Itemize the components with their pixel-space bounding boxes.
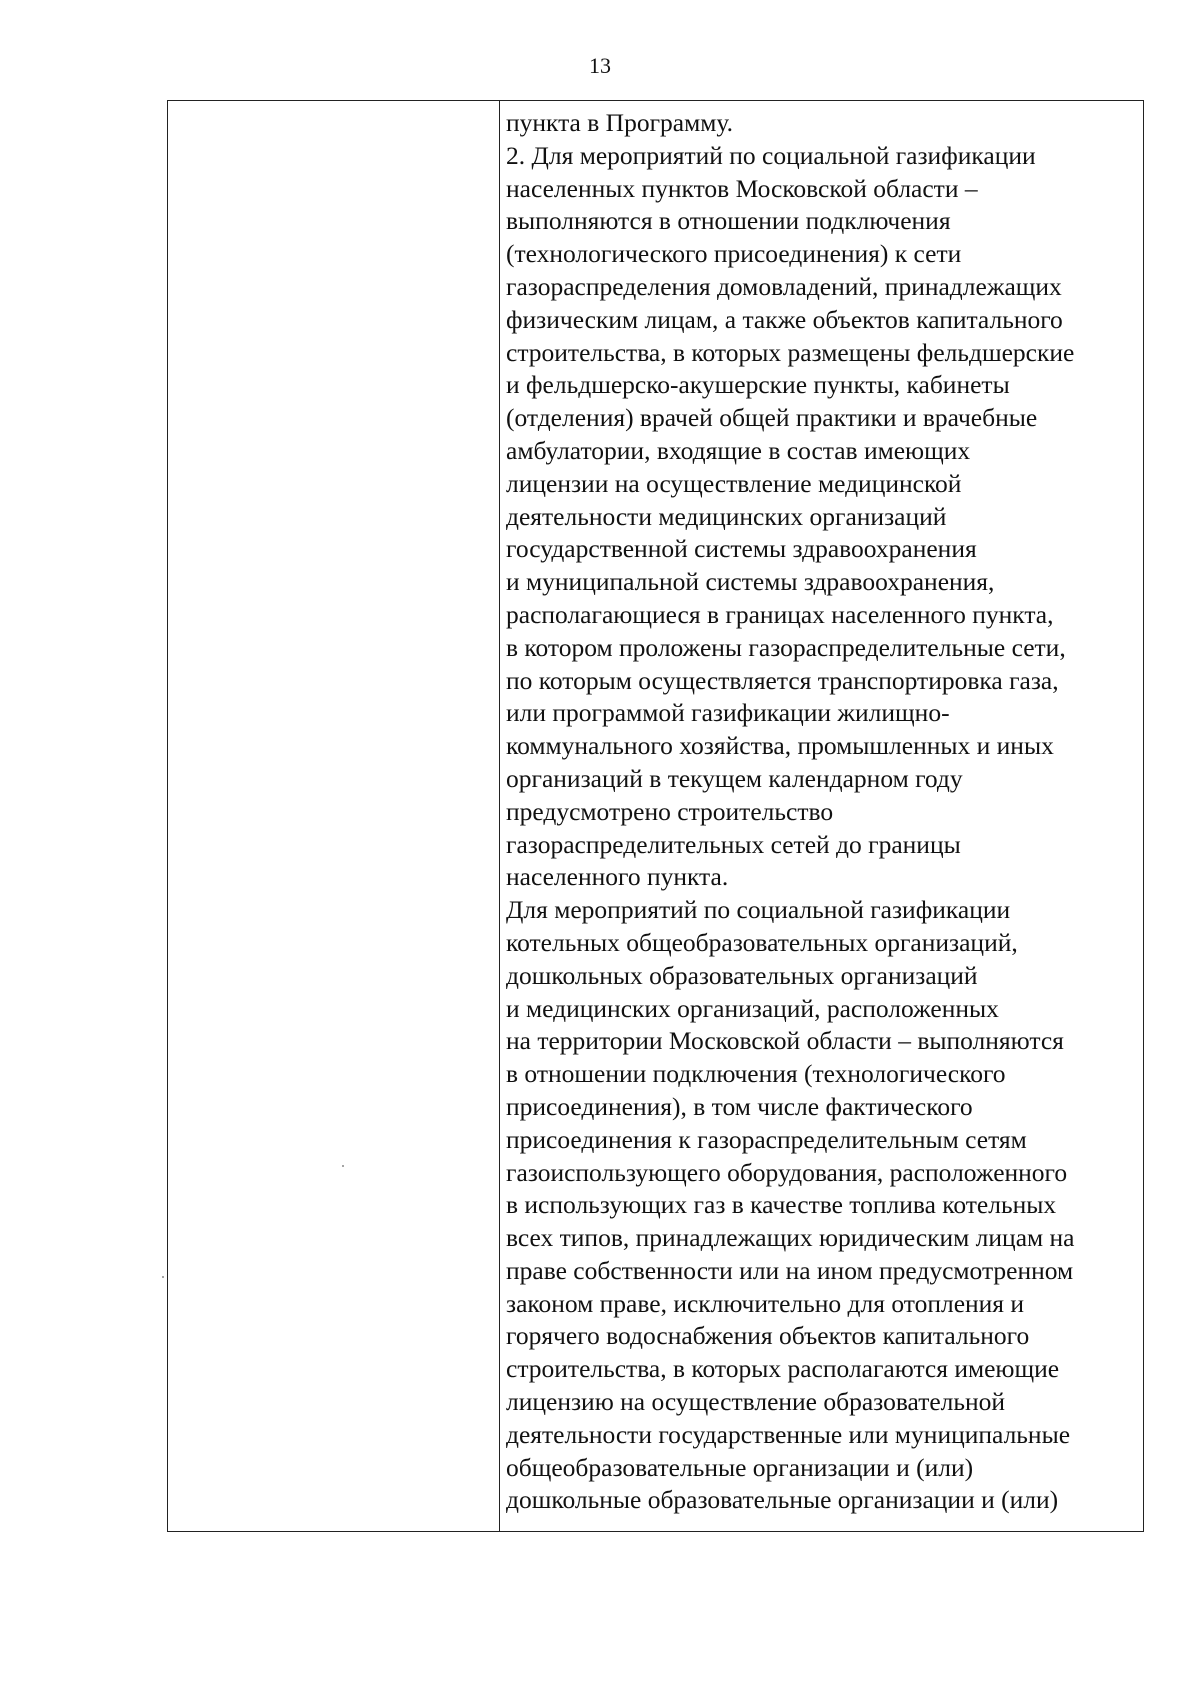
text-line: лицензию на осуществление образовательной bbox=[506, 1387, 1006, 1417]
text-line: населенных пунктов Московской области – bbox=[506, 173, 978, 203]
text-line: строительства, в которых размещены фельдшерские bbox=[506, 337, 1075, 367]
text-line: и медицинских организаций, расположенных bbox=[506, 993, 999, 1023]
text-line: государственной системы здравоохранения bbox=[506, 534, 977, 564]
text-line: пункта в Программу. bbox=[506, 108, 733, 137]
text-line: 2. Для мероприятий по социальной газификации bbox=[506, 140, 1036, 170]
text-line: амбулатории, входящие в состав имеющих bbox=[506, 435, 971, 465]
text-line: выполняются в отношении подключения bbox=[506, 206, 951, 236]
text-line: лицензии на осуществление медицинской bbox=[506, 468, 962, 498]
text-line: деятельности медицинских организаций bbox=[506, 501, 947, 531]
table-cell-left bbox=[168, 101, 500, 1531]
text-line: (отделения) врачей общей практики и врачебные bbox=[506, 403, 1038, 433]
document-table bbox=[167, 100, 1144, 1532]
page-number: 13 bbox=[589, 53, 611, 78]
text-line: котельных общеобразовательных организаций, bbox=[506, 927, 1018, 957]
text-line: газораспределительных сетей до границы bbox=[506, 829, 961, 859]
text-line: законом праве, исключительно для отопления и bbox=[506, 1288, 1025, 1318]
text-line: на территории Московской области – выполняются bbox=[506, 1026, 1064, 1056]
text-line: общеобразовательные организации и (или) bbox=[506, 1452, 974, 1482]
text-line: всех типов, принадлежащих юридическим лицам на bbox=[506, 1223, 1075, 1253]
scan-speck bbox=[342, 1165, 344, 1167]
text-line: организаций в текущем календарном году bbox=[506, 763, 963, 793]
text-line: предусмотрено строительство bbox=[506, 796, 834, 826]
text-line: деятельности государственные или муниципальные bbox=[506, 1419, 1071, 1449]
text-line: дошкольных образовательных организаций bbox=[506, 960, 978, 990]
text-line: в отношении подключения (технологического bbox=[506, 1059, 1006, 1089]
text-line: горячего водоснабжения объектов капитального bbox=[506, 1321, 1030, 1351]
text-line: дошкольные образовательные организации и (или) bbox=[506, 1485, 1059, 1515]
text-line: присоединения), в том числе фактического bbox=[506, 1091, 973, 1121]
text-line: населенного пункта. bbox=[506, 862, 729, 892]
text-line: по которым осуществляется транспортировка газа, bbox=[506, 665, 1059, 695]
scan-speck bbox=[162, 1276, 164, 1278]
text-line: в котором проложены газораспределительные сети, bbox=[506, 632, 1066, 662]
text-line: или программой газификации жилищно- bbox=[506, 698, 950, 728]
text-line: располагающиеся в границах населенного пункта, bbox=[506, 599, 1054, 629]
text-line: в использующих газ в качестве топлива котельных bbox=[506, 1190, 1057, 1220]
text-line: строительства, в которых располагаются имеющие bbox=[506, 1354, 1060, 1384]
text-line: газоиспользующего оборудования, расположенного bbox=[506, 1157, 1068, 1187]
text-line: и фельдшерско-акушерские пункты, кабинеты bbox=[506, 370, 1010, 400]
table-cell-right bbox=[500, 101, 1143, 1531]
text-line: коммунального хозяйства, промышленных и иных bbox=[506, 731, 1054, 761]
text-line: и муниципальной системы здравоохранения, bbox=[506, 567, 995, 597]
text-line: газораспределения домовладений, принадлежащих bbox=[506, 271, 1062, 301]
text-line: присоединения к газораспределительным сетям bbox=[506, 1124, 1027, 1154]
text-line: праве собственности или на ином предусмотренном bbox=[506, 1255, 1074, 1285]
text-line: физическим лицам, а также объектов капитального bbox=[506, 304, 1063, 334]
text-line: Для мероприятий по социальной газификации bbox=[506, 895, 1011, 925]
text-line: (технологического присоединения) к сети bbox=[506, 239, 962, 269]
